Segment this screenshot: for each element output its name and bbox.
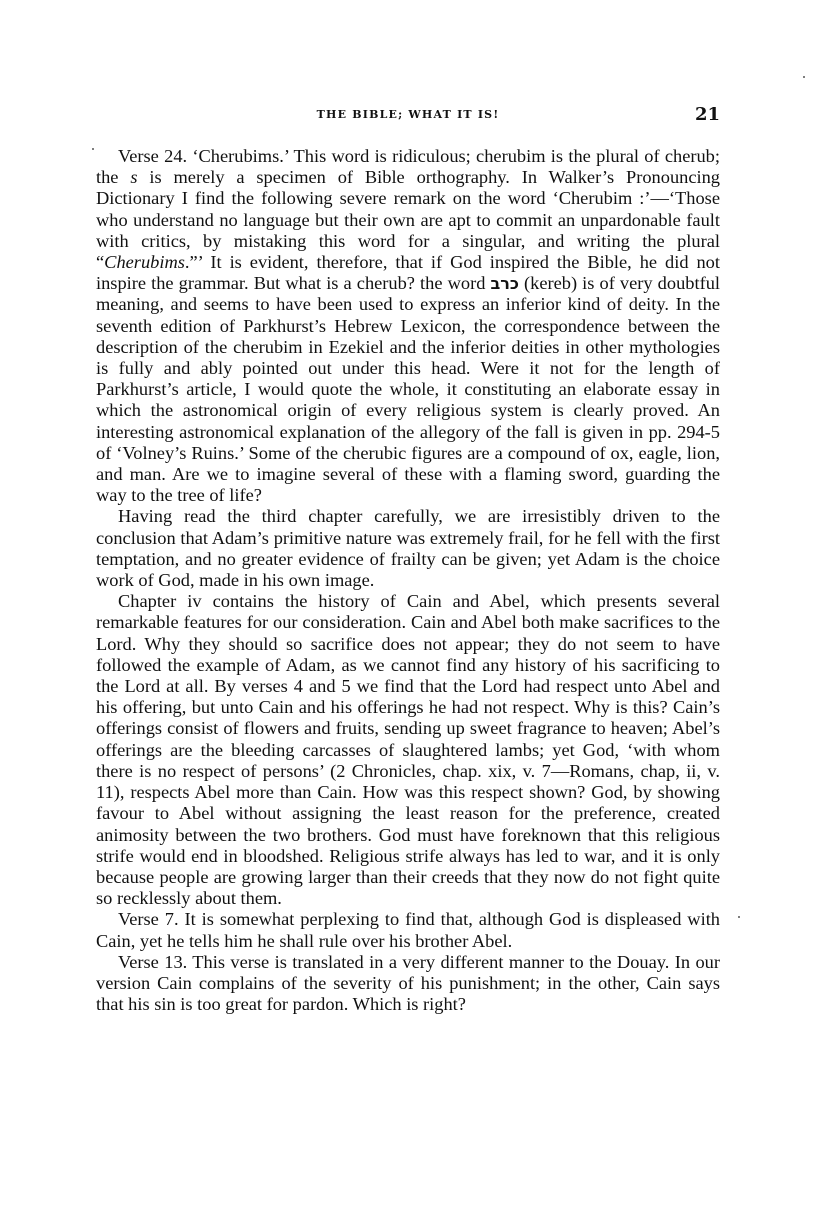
paragraph-verse-7: Verse 7. It is somewhat perplexing to find that, although God is displeased with Cain, yet he tells him he shall rule over his brother Abel.	[96, 909, 720, 951]
hebrew-word: כרב	[490, 274, 519, 294]
paragraph-adam: Having read the third chapter carefully, we are irresistibly driven to the conclusion that Adam’s primitive nature was extremely frail, for he fell with the first temptation, and no greater evidence of frailty can be given; yet Adam is the choice work of God, made in his own image.	[96, 506, 720, 591]
paragraph-verse-13: Verse 13. This verse is translated in a very different manner to the Douay. In our version Cain complains of the severity of his punishment; in the other, Cain says that his sin is too great for pardon. Which is right?	[96, 951, 720, 1015]
print-speck	[803, 76, 805, 78]
paragraph-cherubims	[96, 146, 720, 506]
paragraph-text: .”’ It is evident, therefore, that if God inspired the Bible, he did not inspire the grammar. But what is a cherub? the word	[96, 252, 720, 294]
body-text	[96, 146, 720, 1015]
page-number: 21	[694, 104, 720, 125]
paragraph-text: is merely a specimen of Bible orthography. In Walker’s Pronouncing Dictionary I find the following severe remark on the word ‘Cherubim :’—‘Those who understand no language but their own are apt to commit an unpardonable fault with critics, by mistaking this word for a singular, and writing the plural “	[96, 167, 720, 273]
paragraph-cain-abel: Chapter iv contains the history of Cain and Abel, which presents several remarkable features for our consideration. Cain and Abel both make sacrifices to the Lord. Why they should so sacrifice does not appear; they do not seem to have followed the example of Adam, as we cannot find any history of his sacrificing to the Lord at all. By verses 4 and 5 we find that the Lord had respect unto Abel and his offering, but unto Cain and his offerings he had not respect. Why is this? Cain’s offerings consist of flowers and fruits, sending up sweet fragrance to heaven; Abel’s offerings are the bleeding carcasses of slaughtered lambs; yet God, ‘with whom there is no respect of persons’ (2 Chronicles, chap. xix, v. 7—Romans, chap, ii, v. 11), respects Abel more than Cain. How was this respect shown? God, by showing favour to Abel without assigning the least reason for the preference, created animosity between the two brothers. God must have foreknown that this religious strife would end in bloodshed. Religious strife always has led to war, and it is only because people are growing larger than their creeds that they now do not fight quite so recklessly about them.	[96, 591, 720, 909]
print-speck	[92, 148, 94, 150]
print-speck	[738, 916, 740, 918]
italic-word: Cherubims	[104, 252, 185, 273]
italic-letter: s	[130, 167, 138, 188]
page-header	[96, 104, 720, 132]
paragraph-text: (kereb) is of very doubtful meaning, and seems to have been used to express an inferior kind of deity. In the seventh edition of Parkhurst’s Hebrew Lexicon, the correspondence between the description of the cherubim in Ezekiel and the inferior deities in other mythologies is fully and ably pointed out under this head. Were it not for the length of Parkhurst’s article, I would quote the whole, it constituting an elaborate essay in which the astronomical origin of every religious system is clearly proved. An interesting astronomical explanation of the allegory of the fall is given in pp. 294-5 of ‘Volney’s Ruins.’ Some of the cherubic figures are a compound of ox, eagle, lion, and man. Are we to imagine several of these with a flaming sword, guarding the way to the tree of life?	[96, 273, 720, 506]
paragraph-text: Verse 24. ‘Cherubims.’ This word is ridiculous; cherubim is the plural of cherub; the	[96, 146, 720, 188]
running-title: THE BIBLE; WHAT IT IS!	[316, 108, 500, 121]
